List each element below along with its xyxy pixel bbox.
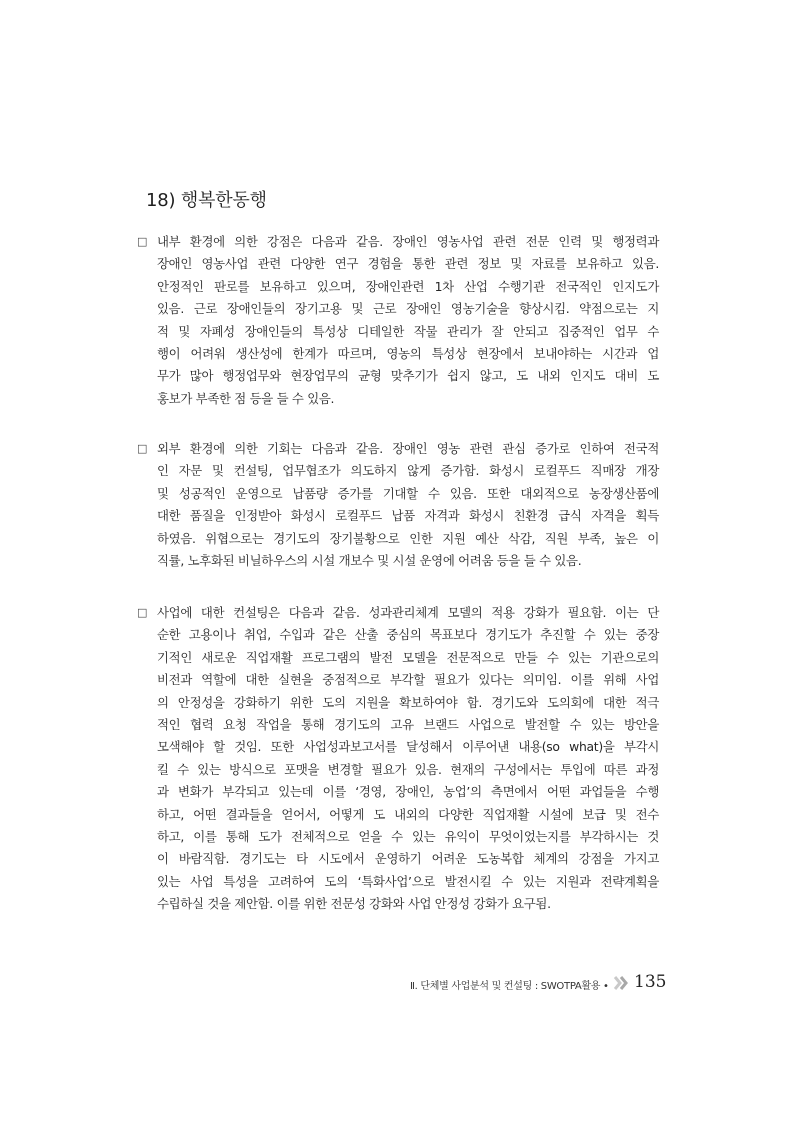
- paragraph-line: 홍보가 부족한 점 등을 들 수 있음.: [157, 390, 335, 406]
- section-title: 18) 행복한동행: [146, 190, 267, 211]
- square-bullet-icon: □: [137, 442, 148, 455]
- paragraph-line: 순한 고용이나 취업, 수입과 같은 산출 중심의 목표보다 경기도가 추진할 수 있는 중장: [157, 627, 659, 643]
- double-chevron-right-icon: [612, 974, 630, 992]
- paragraph-line: 인 자문 및 컨설팅, 업무협조가 의도하지 않게 증가함. 화성시 로컬푸드 직매장 개장: [157, 463, 659, 479]
- paragraph-strengths: [137, 231, 659, 410]
- paragraph-line: 및 성공적인 운영으로 납품량 증가를 기대할 수 있음. 또한 대외적으로 농장생산품에: [157, 485, 659, 501]
- paragraph-line: 의 안정성을 강화하기 위한 도의 지원을 확보하여야 함. 경기도와 도의회에 대한 적극: [157, 694, 659, 710]
- paragraph-line: 모색해야 할 것임. 또한 사업성과보고서를 달성해서 이루어낸 내용(so what)을 부각시: [157, 739, 659, 755]
- paragraph-line: 기적인 새로운 직업재활 프로그램의 발전 모델을 전문적으로 만들 수 있는 기관으로의: [157, 649, 659, 665]
- paragraph-line: 직률, 노후화된 비닐하우스의 시설 개보수 및 시설 운영에 어려움 등을 들 수 있음.: [157, 553, 582, 569]
- paragraph-line: 내부 환경에 의한 강점은 다음과 같음. 장애인 영농사업 관련 전문 인력 및 행정력과: [157, 234, 659, 249]
- square-bullet-icon: □: [137, 606, 148, 619]
- paragraph-line: 비전과 역할에 대한 실현을 중점적으로 부각할 필요가 있다는 의미임. 이를 위해 사업: [157, 672, 659, 688]
- paragraph-consulting: [137, 602, 659, 916]
- paragraph-line: 하고, 이를 통해 도가 전체적으로 얻을 수 있는 유익이 무엇이었는지를 부각하시는 것: [157, 829, 659, 845]
- paragraph-line: 적 및 자폐성 장애인들의 특성상 디테일한 작물 관리가 잘 안되고 집중적인 업무 수: [157, 323, 659, 339]
- page-footer: [410, 971, 667, 995]
- footer-chapter-label: Ⅱ. 단체별 사업분석 및 컨설팅 : SWOTPA활용 •: [410, 981, 609, 992]
- paragraph-line: 외부 환경에 의한 기회는 다음과 같음. 장애인 영농 관련 관심 증가로 인하여 전국적: [157, 441, 659, 456]
- paragraph-line: 킬 수 있는 방식으로 포맷을 변경할 필요가 있음. 현재의 구성에서는 투입에 따른 과정: [157, 761, 659, 777]
- paragraph-opportunities: [137, 438, 659, 572]
- paragraph-line: 장애인 영농사업 관련 다양한 연구 경험을 통한 관련 정보 및 자료를 보유하고 있음.: [157, 256, 659, 272]
- paragraph-line: 있음. 근로 장애인들의 장기고용 및 근로 장애인 영농기술을 향상시킴. 약점으로는 지: [157, 301, 659, 317]
- paragraph-line: 무가 많아 행정업무와 현장업무의 균형 맞추기가 쉽지 않고, 도 내외 인지도 대비 도: [157, 368, 659, 384]
- paragraph-line: 이 바람직함. 경기도는 타 시도에서 운영하기 어려운 도농복합 체계의 강점을 가지고: [157, 851, 659, 867]
- paragraph-line: 수립하실 것을 제안함. 이를 위한 전문성 강화와 사업 안정성 강화가 요구됨.: [157, 896, 551, 912]
- paragraph-line: 하였음. 위협으로는 경기도의 장기불황으로 인한 지원 예산 삭감, 직원 부족, 높은 이: [157, 530, 659, 546]
- paragraph-line: 하고, 어떤 결과들을 얻어서, 어떻게 도 내외의 다양한 직업재활 시설에 보급 및 전수: [157, 806, 659, 822]
- paragraph-line: 행이 어려워 생산성에 한계가 따르며, 영농의 특성상 현장에서 보내야하는 시간과 업: [157, 346, 659, 362]
- paragraph-line: 대한 품질을 인정받아 화성시 로컬푸드 납품 자격과 화성시 친환경 급식 자격을 획득: [157, 508, 659, 524]
- page-number: 135: [634, 972, 667, 992]
- paragraph-line: 안정적인 판로를 보유하고 있으며, 장애인관련 1차 산업 수행기관 전국적인 인지도가: [157, 278, 659, 294]
- paragraph-line: 과 변화가 부각되고 있는데 이를 ‘경영, 장애인, 농업’의 측면에서 어떤 과업들을 수행: [157, 784, 659, 800]
- paragraph-line: 있는 사업 특성을 고려하여 도의 ‘특화사업’으로 발전시킬 수 있는 지원과 전략계획을: [157, 873, 659, 889]
- paragraph-line: 적인 협력 요청 작업을 통해 경기도의 고유 브랜드 사업으로 발전할 수 있는 방안을: [157, 717, 659, 733]
- square-bullet-icon: □: [137, 235, 148, 248]
- paragraph-line: 사업에 대한 컨설팅은 다음과 같음. 성과관리체계 모델의 적용 강화가 필요함. 이는 단: [157, 605, 659, 620]
